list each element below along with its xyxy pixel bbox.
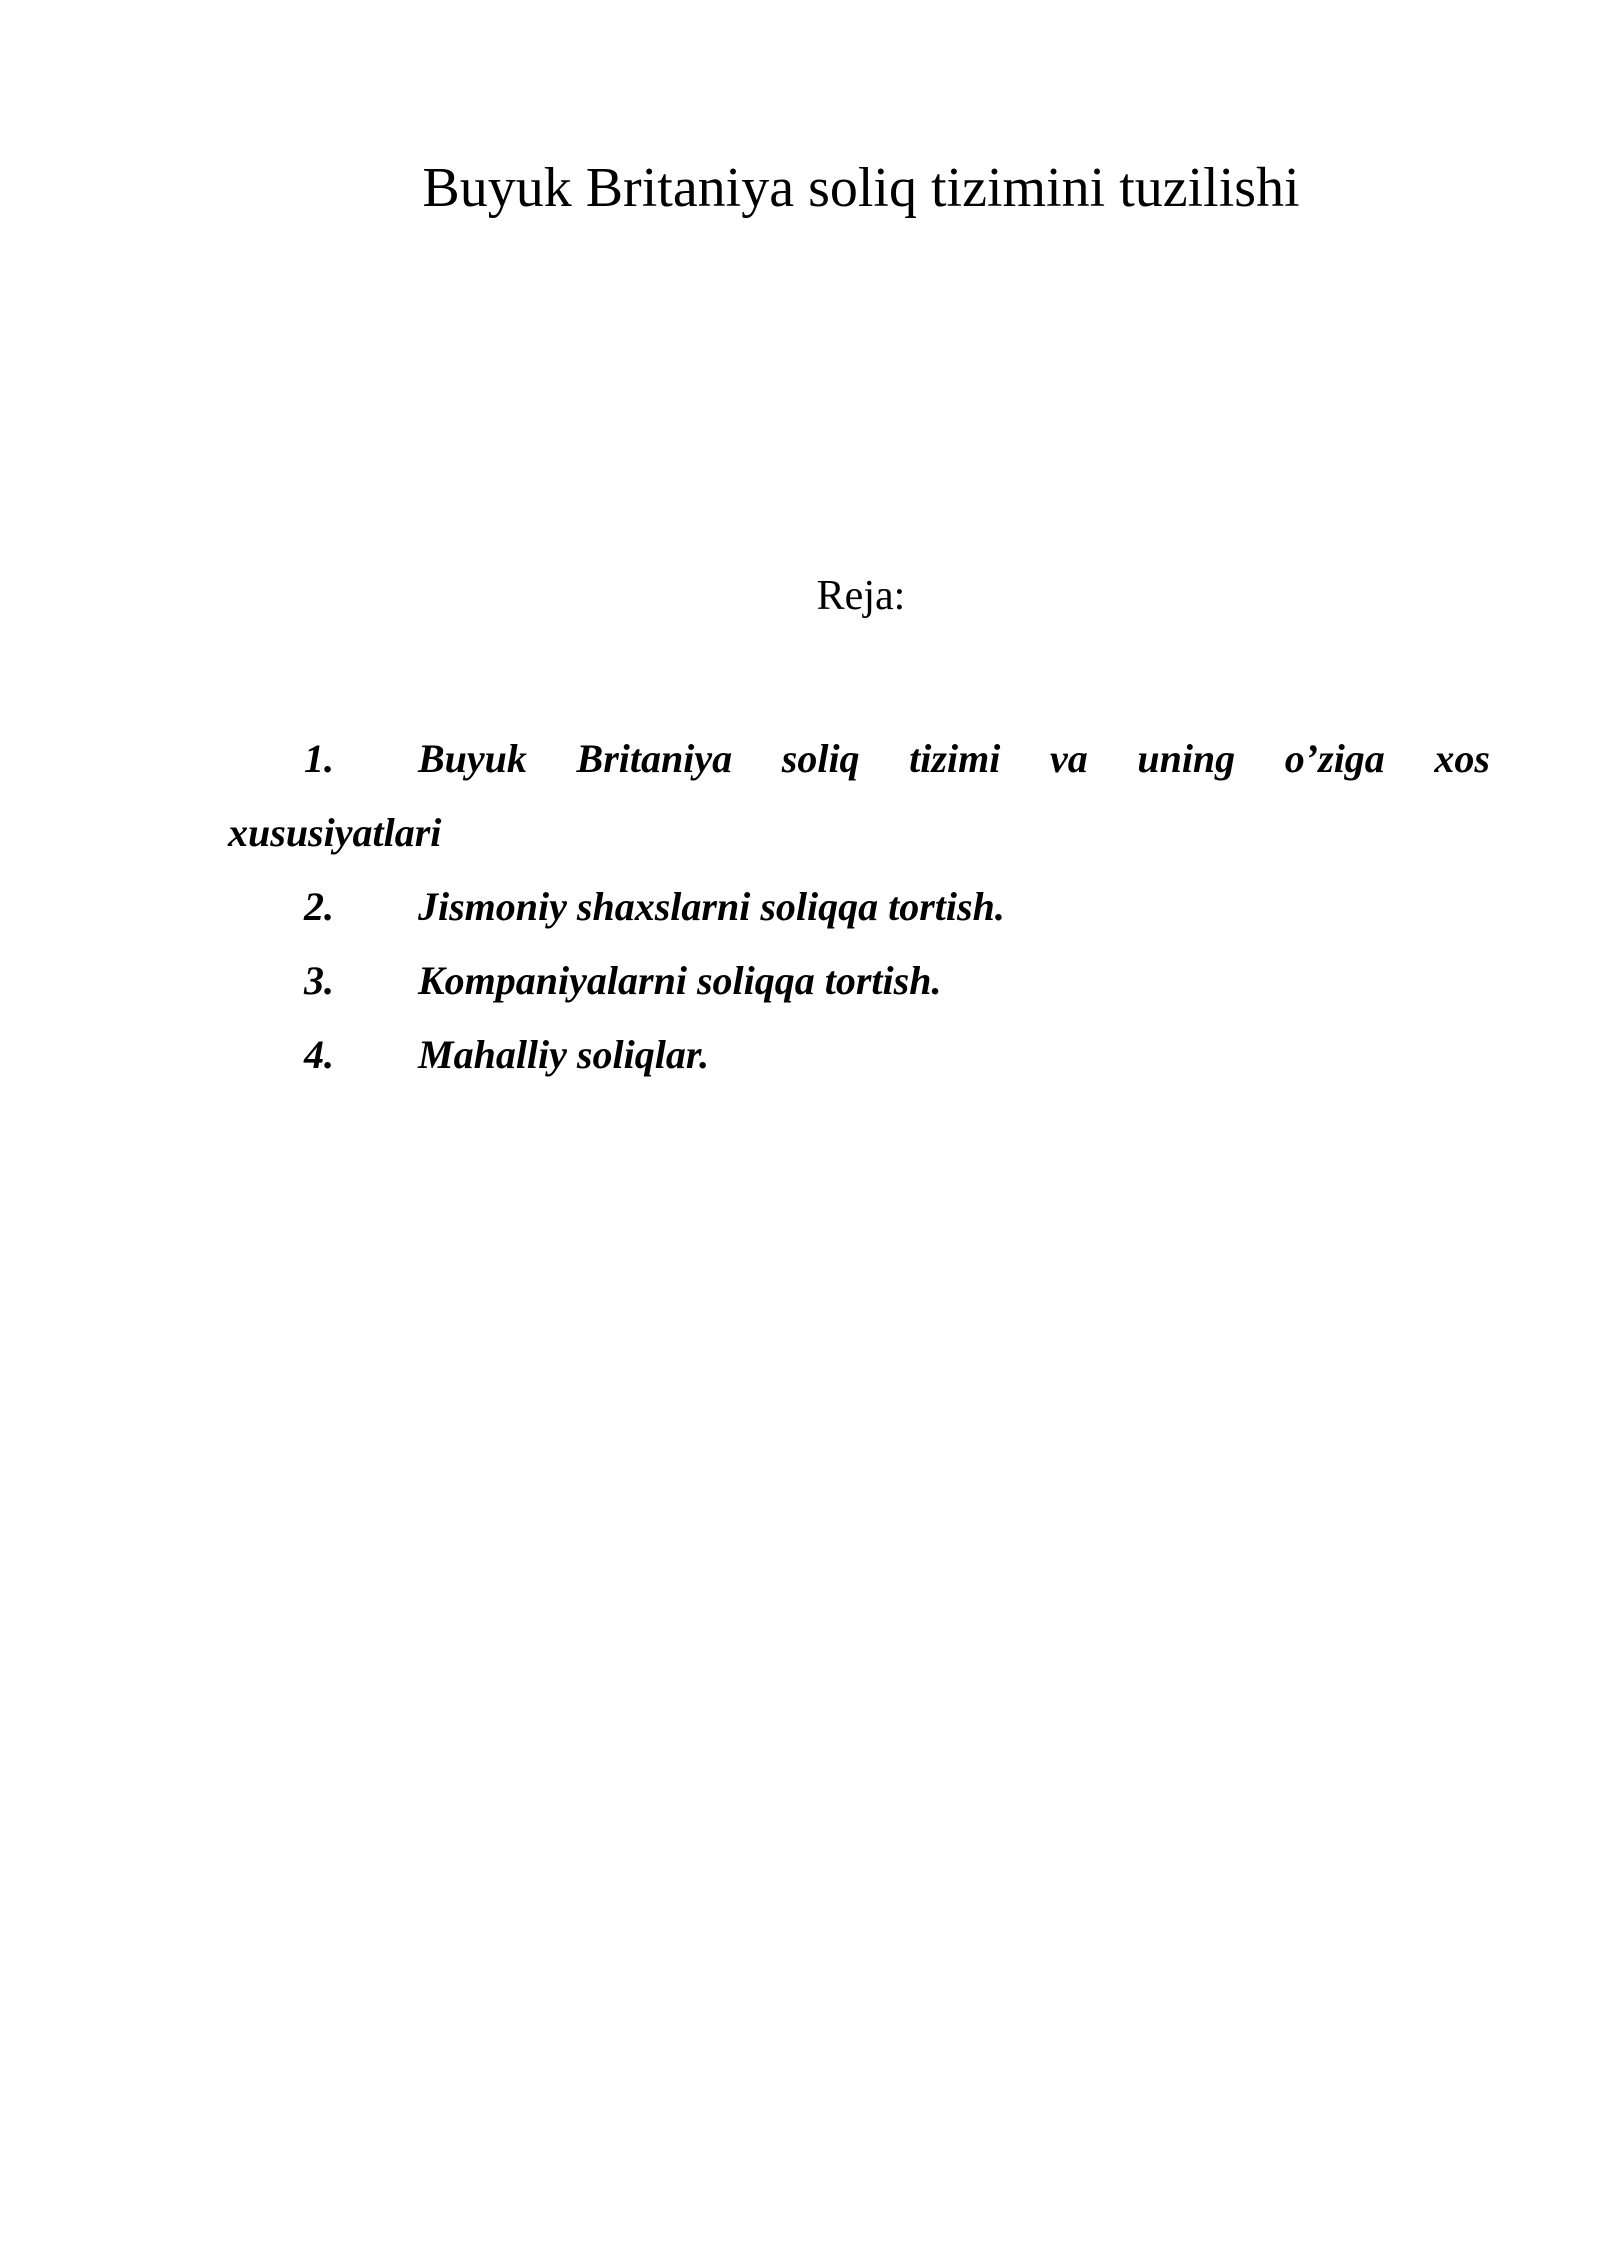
plan-item-1-first-line: 1. Buyuk Britaniya soliq tizimi va uning o’ziga xos bbox=[228, 722, 1490, 796]
plan-heading: Reja: bbox=[816, 573, 906, 619]
plan-list bbox=[228, 722, 1490, 1092]
plan-item-text: Jismoniy shaxslarni soliqqa tortish. bbox=[418, 884, 1005, 929]
plan-item-2: 2. Jismoniy shaxslarni soliqqa tortish. bbox=[304, 884, 1005, 929]
document-title: Buyuk Britaniya soliq tizimini tuzilishi bbox=[422, 157, 1300, 219]
plan-item-3: 3. Kompaniyalarni soliqqa tortish. bbox=[304, 958, 942, 1003]
plan-item-1 bbox=[228, 722, 1490, 870]
plan-item-text: Mahalliy soliqlar. bbox=[418, 1032, 710, 1077]
plan-item-text: Kompaniyalarni soliqqa tortish. bbox=[418, 958, 942, 1003]
plan-item-4: 4. Mahalliy soliqlar. bbox=[304, 1032, 710, 1077]
plan-item-text: Buyuk Britaniya soliq tizimi va uning o’ziga xos bbox=[418, 736, 1490, 781]
plan-item-text-continuation: xususiyatlari bbox=[228, 810, 442, 855]
